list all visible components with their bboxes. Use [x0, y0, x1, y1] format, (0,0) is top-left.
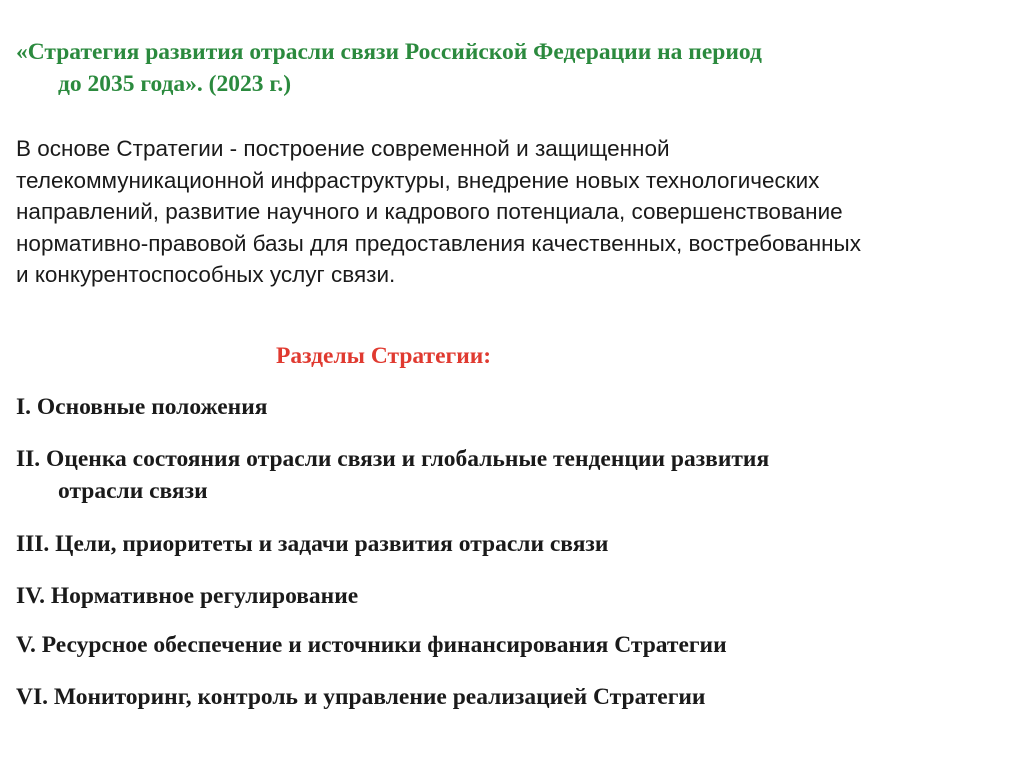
section-6-title: VI. Мониторинг, контроль и управление реализацией Стратегии [16, 684, 706, 710]
section-2 [16, 443, 769, 507]
section-4 [16, 580, 358, 612]
slide-title-line-1: «Стратегия развития отрасли связи Российской Федерации на период [16, 39, 762, 65]
intro-line: и конкурентоспособных услуг связи. [16, 262, 396, 287]
sections-heading: Разделы Стратегии: [276, 343, 492, 369]
intro-paragraph [16, 133, 1011, 291]
section-1-title: I. Основные положения [16, 394, 268, 420]
section-1 [16, 391, 267, 423]
section-5 [16, 629, 727, 661]
section-6 [16, 681, 705, 713]
section-3 [16, 528, 608, 560]
intro-line: нормативно-правовой базы для предоставления качественных, востребованных [16, 230, 861, 256]
intro-line: телекоммуникационной инфраструктуры, внедрение новых технологических [16, 167, 820, 193]
intro-line: направлений, развитие научного и кадрового потенциала, совершенствование [16, 199, 843, 224]
section-4-title: IV. Нормативное регулирование [16, 583, 359, 609]
intro-line: В основе Стратегии - построение современной и защищенной [16, 136, 670, 161]
slide-title-line-2: до 2035 года». (2023 г.) [58, 71, 292, 97]
section-5-title: V. Ресурсное обеспечение и источники финансирования Стратегии [16, 632, 727, 658]
slide-title [16, 36, 976, 100]
section-2-title-continued: отрасли связи [58, 478, 208, 504]
section-3-title: III. Цели, приоритеты и задачи развития отрасли связи [16, 531, 609, 557]
section-2-title: II. Оценка состояния отрасли связи и глобальные тенденции развития [16, 446, 770, 472]
